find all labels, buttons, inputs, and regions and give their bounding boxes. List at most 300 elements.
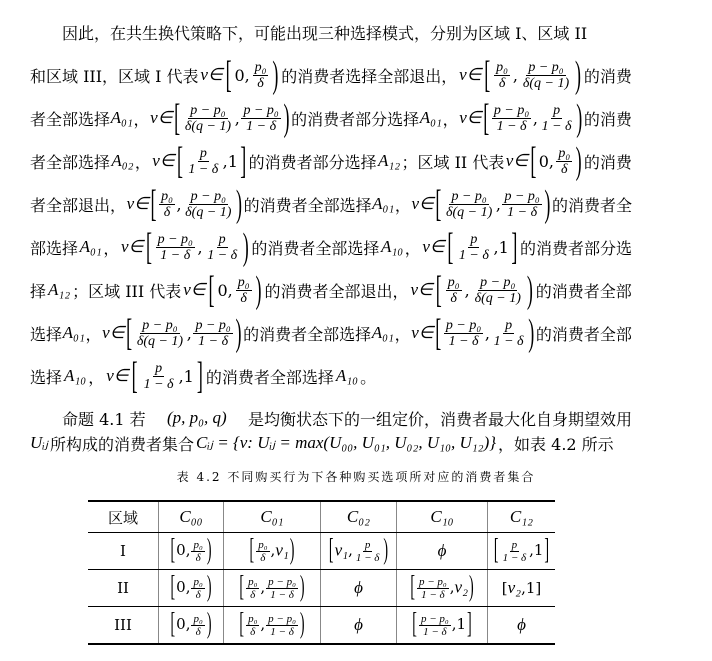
text-segment: ， <box>85 324 102 344</box>
fraction-numerator: p₀ <box>237 274 250 290</box>
fraction-numerator: p₀ <box>254 59 267 75</box>
math-expression: A₀₁ <box>371 323 394 342</box>
fraction-denominator: 1 − δ <box>160 247 191 263</box>
fraction-numerator: p <box>470 231 478 247</box>
fraction-denominator: 1 − δ <box>502 551 527 564</box>
fraction <box>502 189 541 220</box>
math-expression: C₁₀ <box>430 507 454 526</box>
fraction-numerator: p₀ <box>193 575 203 588</box>
fraction <box>266 613 298 638</box>
bracket: ] <box>196 353 203 396</box>
text-segment: 的消费者全部 <box>535 324 632 344</box>
table-cell <box>488 607 556 645</box>
text-segment: 0, <box>176 541 191 559</box>
bracket: [ <box>484 52 491 95</box>
text-segment: , <box>512 65 518 85</box>
math-expression: v∈ <box>152 151 175 170</box>
math-expression: v∈ <box>410 280 433 299</box>
text-segment: ,1 <box>451 615 467 633</box>
fraction <box>186 146 220 177</box>
fraction-numerator: p₀ <box>193 538 203 551</box>
table-cell <box>224 533 321 570</box>
text-segment: 的消费者全部退出， <box>264 281 409 301</box>
bracket: ) <box>576 95 583 138</box>
math-expression: v∈ <box>121 237 144 256</box>
bracket: [ <box>170 535 176 567</box>
text-segment: 区域 <box>107 508 138 527</box>
fraction-numerator: p − p₀ <box>190 188 226 204</box>
consumer-set-table <box>88 500 555 645</box>
fraction-numerator: p₀ <box>248 575 258 588</box>
text-segment: , <box>464 280 470 300</box>
text-segment: 选择 <box>30 367 63 387</box>
paragraph-line <box>30 267 632 310</box>
bracket: [ <box>483 95 490 138</box>
bracket: ) <box>526 267 533 310</box>
fraction-numerator: p − p₀ <box>493 102 530 118</box>
bracket: [ <box>530 138 537 181</box>
table-cell <box>88 607 159 645</box>
fraction <box>193 318 232 349</box>
text-segment: , <box>234 108 240 128</box>
fraction-denominator: δ(q − 1) <box>474 290 521 306</box>
fraction-denominator: 1 − δ <box>421 588 445 601</box>
text-segment: ， <box>88 367 105 387</box>
fraction-denominator: 1 − δ <box>458 247 489 263</box>
fraction-numerator: p − p₀ <box>528 59 564 75</box>
bracket: ) <box>289 535 295 567</box>
fraction-numerator: p₀ <box>193 612 203 625</box>
fraction-numerator: p − p₀ <box>419 575 447 588</box>
text-segment: I <box>120 542 126 560</box>
column-header <box>159 501 224 533</box>
math-expression: Uᵢⱼ <box>30 433 48 452</box>
paragraph-line <box>30 138 632 181</box>
text-segment: 的消费者部分选择 <box>248 152 377 172</box>
fraction-denominator: δ(q − 1) <box>184 118 232 134</box>
bracket: ) <box>283 95 290 138</box>
table-cell <box>321 607 397 645</box>
text-segment: ,1 <box>493 237 509 257</box>
table-cell <box>397 533 488 570</box>
math-expression: Cᵢⱼ = {v: Uᵢⱼ = max(U₀₀, U₀₁, U₀₂, U₁₀, U₁₂)} <box>195 433 497 452</box>
table-row <box>88 607 555 645</box>
bracket: ) <box>544 181 551 224</box>
math-expression: A₁₀ <box>335 366 359 385</box>
fraction <box>494 60 510 91</box>
math-expression: C₀₁ <box>260 507 284 526</box>
table-cell <box>321 533 397 570</box>
text-segment: ,1 <box>178 366 194 386</box>
text-segment: ,1 <box>222 151 238 171</box>
bracket: [ <box>174 95 181 138</box>
fraction-denominator: 1 − δ <box>423 625 447 638</box>
text-segment: 者全部选择 <box>30 152 111 172</box>
column-header <box>224 501 321 533</box>
table-cell <box>88 570 159 607</box>
fraction-denominator: δ <box>498 75 506 91</box>
text-segment: , <box>449 578 455 596</box>
text-segment: , <box>495 194 501 214</box>
bracket: ] <box>240 138 247 181</box>
fraction-numerator: p <box>218 231 226 247</box>
text-segment: 的消费者全部选择 <box>205 367 334 387</box>
text-segment: 者全部退出， <box>30 195 127 215</box>
text-segment: III <box>114 616 132 634</box>
bracket: ) <box>236 181 242 224</box>
fraction-denominator: δ(q − 1) <box>136 333 184 349</box>
text-segment: 的消费者全部选择 <box>243 324 372 344</box>
text-segment: 0, <box>234 65 250 85</box>
fraction-denominator: δ <box>250 625 256 638</box>
text-segment: ；区域 III 代表 <box>72 281 182 301</box>
math-expression: ϕ <box>437 541 447 560</box>
text-segment: ， <box>133 109 150 129</box>
fraction-numerator: p₀ <box>248 612 258 625</box>
bracket: ) <box>469 572 474 604</box>
math-expression: v∈ <box>102 323 125 342</box>
text-segment: , <box>484 323 490 343</box>
text-segment: 择 <box>30 281 47 301</box>
bracket: [ <box>328 535 334 567</box>
fraction <box>540 103 574 134</box>
text-segment: [ <box>501 579 508 597</box>
text-segment: , <box>197 237 203 257</box>
fraction <box>457 232 491 263</box>
fraction-denominator: δ <box>240 290 247 306</box>
math-expression: v∈ <box>459 65 482 84</box>
bracket: ) <box>383 535 389 567</box>
paragraph-line <box>30 52 632 95</box>
text-segment: ；区域 II 代表 <box>401 152 505 172</box>
text-segment: 因此，在共生换代策略下，可能出现三种选择模式，分别为区域 I、区域 II <box>62 23 588 43</box>
math-expression: A₁₂ <box>377 151 401 170</box>
text-segment: , <box>260 578 266 596</box>
text-segment: , <box>270 541 276 559</box>
bracket: ) <box>235 310 242 353</box>
text-segment: 的消费者全 <box>551 195 632 215</box>
fraction <box>444 189 494 220</box>
fraction <box>501 539 529 564</box>
fraction-numerator: p₀ <box>496 59 509 75</box>
fraction <box>183 103 233 134</box>
fraction <box>256 539 269 564</box>
math-expression: C₀₂ <box>346 507 371 526</box>
column-header <box>321 501 397 533</box>
fraction-numerator: p <box>505 317 513 333</box>
math-expression: v₁ <box>334 540 349 559</box>
paragraph-line <box>62 12 632 52</box>
text-segment: 0, <box>176 578 191 596</box>
bracket: ) <box>242 224 249 267</box>
text-segment: , <box>176 194 182 214</box>
bracket: [ <box>239 609 245 641</box>
fraction-denominator: 1 − δ <box>198 333 229 349</box>
text-segment: , <box>260 615 266 633</box>
bracket: ) <box>272 52 279 95</box>
bracket: [ <box>239 572 245 604</box>
bracket: [ <box>170 572 176 604</box>
fraction-numerator: p <box>364 538 371 551</box>
fraction <box>156 232 195 263</box>
math-expression: A₁₂ <box>47 280 71 299</box>
fraction-denominator: 1 − δ <box>541 118 572 134</box>
table-cell <box>159 607 224 645</box>
text-segment: 的消费 <box>583 152 632 172</box>
math-expression: C₁₂ <box>509 507 534 526</box>
text-segment: ， <box>404 238 421 258</box>
math-expression: v₂ <box>454 577 468 596</box>
fraction-numerator: p₀ <box>558 145 571 161</box>
table-cell <box>397 570 488 607</box>
fraction <box>473 275 523 306</box>
math-expression: v∈ <box>411 323 434 342</box>
text-segment: 的消费者部分选 <box>519 238 632 258</box>
fraction <box>492 103 531 134</box>
bracket: ) <box>528 310 535 353</box>
math-expression: v∈ <box>126 194 149 213</box>
fraction-denominator: 1 − δ <box>246 118 277 134</box>
fraction <box>492 318 526 349</box>
text-segment: , <box>532 108 538 128</box>
text-segment: 所构成的消费者集合 <box>49 434 194 454</box>
bracket: [ <box>410 572 415 604</box>
text-segment: 的消费 <box>583 109 632 129</box>
table-cell <box>88 533 159 570</box>
fraction-denominator: 1 − δ <box>207 247 238 263</box>
fraction <box>521 60 571 91</box>
fraction-numerator: p − p₀ <box>268 612 296 625</box>
text-segment: ,1] <box>521 579 542 597</box>
fraction-numerator: p − p₀ <box>451 188 487 204</box>
fraction-numerator: p − p₀ <box>480 274 516 290</box>
paragraph-line <box>30 353 632 396</box>
fraction <box>183 189 233 220</box>
fraction-numerator: p₀ <box>161 188 173 204</box>
math-expression: ϕ <box>354 578 363 597</box>
text-segment: , <box>186 323 192 343</box>
text-segment: 者全部选择 <box>30 109 111 129</box>
fraction <box>246 613 259 638</box>
text-segment: 0, <box>217 280 233 300</box>
text-segment: 命题 4.1 若 <box>62 409 146 429</box>
fraction-denominator: δ(q − 1) <box>522 75 570 91</box>
math-expression: C₀₀ <box>179 507 203 526</box>
bracket: ) <box>575 138 582 181</box>
table-cell <box>488 570 556 607</box>
fraction-denominator: δ <box>163 204 171 220</box>
fraction-numerator: p − p₀ <box>157 231 193 247</box>
fraction <box>446 275 462 306</box>
bracket: ) <box>299 609 305 641</box>
fraction-numerator: p − p₀ <box>195 317 231 333</box>
math-expression: v₁ <box>275 540 289 559</box>
text-segment: ， <box>134 152 151 172</box>
fraction-denominator: δ <box>260 551 266 564</box>
fraction-denominator: δ <box>250 588 256 601</box>
text-segment: , <box>348 541 353 559</box>
paragraph-line <box>30 181 632 224</box>
bracket: [ <box>131 353 138 396</box>
text-segment: 和区域 III，区域 I 代表 <box>30 66 199 86</box>
bracket: [ <box>493 535 499 567</box>
math-expression: A₀₁ <box>372 194 395 213</box>
fraction-denominator: 1 − δ <box>143 376 174 392</box>
fraction <box>241 103 280 134</box>
bracket: [ <box>225 52 232 95</box>
math-expression: A₀₁ <box>419 108 442 127</box>
text-segment: ，如表 4.2 所示 <box>498 434 614 454</box>
fraction-denominator: 1 − δ <box>355 551 380 564</box>
table-cell <box>159 570 224 607</box>
text-segment: 的消费者全部选择 <box>251 238 380 258</box>
fraction-denominator: 1 − δ <box>270 625 294 638</box>
bracket: ) <box>574 52 581 95</box>
math-expression: v∈ <box>183 280 206 299</box>
fraction <box>191 576 204 601</box>
bracket: [ <box>435 267 442 310</box>
table-header-row <box>88 501 555 533</box>
text-segment: ， <box>394 195 411 215</box>
bracket: ) <box>206 572 212 604</box>
text-segment: 0, <box>176 615 191 633</box>
fraction-numerator: p − p₀ <box>420 612 449 625</box>
fraction <box>205 232 239 263</box>
fraction <box>142 361 176 392</box>
bracket: [ <box>447 224 454 267</box>
bracket: [ <box>208 267 215 310</box>
math-expression: v∈ <box>106 366 129 385</box>
fraction-denominator: δ <box>450 290 457 306</box>
paragraph-line <box>30 423 632 463</box>
fraction-denominator: δ <box>195 625 201 638</box>
math-expression: v∈ <box>200 65 223 84</box>
text-segment: 的消费者部分选择 <box>291 109 420 129</box>
fraction-denominator: 1 − δ <box>507 204 538 220</box>
fraction-numerator: p − p₀ <box>268 575 296 588</box>
fraction <box>253 60 269 91</box>
math-expression: v∈ <box>505 151 529 170</box>
fraction-denominator: δ(q − 1) <box>185 204 232 220</box>
fraction-denominator: δ <box>195 551 201 564</box>
column-header <box>397 501 488 533</box>
fraction <box>159 189 175 220</box>
fraction-denominator: 1 − δ <box>188 161 219 177</box>
table-cell <box>224 607 321 645</box>
math-expression: v∈ <box>422 237 445 256</box>
bracket: ) <box>206 535 212 567</box>
fraction-numerator: p − p₀ <box>243 102 279 118</box>
fraction-numerator: p <box>155 360 163 376</box>
fraction <box>236 275 252 306</box>
fraction-denominator: 1 − δ <box>448 333 479 349</box>
bracket: ] <box>467 609 472 641</box>
fraction <box>135 318 185 349</box>
fraction-denominator: δ(q − 1) <box>445 204 493 220</box>
text-segment: ， <box>103 238 120 258</box>
paragraph-line <box>30 310 632 353</box>
math-expression: ϕ <box>517 615 526 634</box>
fraction-numerator: p − p₀ <box>142 317 178 333</box>
bracket: [ <box>145 224 152 267</box>
text-segment: ,1 <box>529 541 544 559</box>
math-expression: v∈ <box>411 194 434 213</box>
fraction <box>191 539 204 564</box>
column-header <box>88 501 159 533</box>
table-cell <box>321 570 397 607</box>
table-row <box>88 533 555 570</box>
table-cell <box>224 570 321 607</box>
fraction-denominator: 1 − δ <box>270 588 294 601</box>
fraction <box>444 318 483 349</box>
fraction <box>417 576 449 601</box>
bracket: ) <box>206 609 212 641</box>
math-expression: v₂ <box>507 578 522 597</box>
fraction <box>556 146 572 177</box>
math-expression: A₀₁ <box>110 108 133 127</box>
fraction-numerator: p − p₀ <box>504 188 540 204</box>
fraction-numerator: p <box>511 538 518 551</box>
fraction-denominator: 1 − δ <box>493 333 524 349</box>
text-segment: 是均衡状态下的一组定价，消费者最大化自身期望效用 <box>247 409 632 429</box>
bracket: ] <box>544 535 550 567</box>
fraction <box>419 613 451 638</box>
fraction-numerator: p − p₀ <box>190 102 226 118</box>
text-segment: ， <box>394 324 411 344</box>
text-segment: 。 <box>360 367 377 387</box>
table-caption: 表 4.2 不同购买行为下各种购买选项所对应的消费者集合 <box>176 470 536 484</box>
bracket: [ <box>176 138 183 181</box>
bracket: ] <box>511 224 518 267</box>
text-segment: 的消费者全部 <box>535 281 632 301</box>
math-expression: v∈ <box>459 108 482 127</box>
bracket: [ <box>435 310 442 353</box>
fraction-denominator: δ <box>257 75 264 91</box>
text-segment: II <box>117 579 129 597</box>
text-segment: 的消费者选择全部退出， <box>281 66 458 86</box>
fraction-denominator: 1 − δ <box>496 118 527 134</box>
bracket: [ <box>249 535 255 567</box>
text-segment: ， <box>442 109 459 129</box>
table-cell <box>488 533 556 570</box>
math-expression: A₁₀ <box>380 237 404 256</box>
text-segment: 部选择 <box>30 238 79 258</box>
bracket: [ <box>412 609 417 641</box>
fraction-denominator: δ <box>561 161 568 177</box>
fraction <box>354 539 382 564</box>
paragraph-line <box>30 95 632 138</box>
bracket: [ <box>435 181 442 224</box>
math-expression: A₁₀ <box>64 366 87 385</box>
table-cell <box>159 533 224 570</box>
text-segment: 选择 <box>30 324 63 344</box>
fraction-numerator: p₀ <box>447 274 460 290</box>
bracket: ) <box>255 267 262 310</box>
fraction-numerator: p − p₀ <box>445 317 482 333</box>
paragraph-line <box>30 224 632 267</box>
table-cell <box>397 607 488 645</box>
text-segment: 的消费 <box>583 66 632 86</box>
fraction-numerator: p₀ <box>258 538 268 551</box>
fraction-numerator: p <box>553 102 561 118</box>
column-header <box>488 501 556 533</box>
bracket: ) <box>299 572 305 604</box>
fraction <box>246 576 259 601</box>
table-row <box>88 570 555 607</box>
fraction-denominator: δ <box>195 588 201 601</box>
bracket: [ <box>150 181 157 224</box>
math-expression: A₀₁ <box>62 323 85 342</box>
